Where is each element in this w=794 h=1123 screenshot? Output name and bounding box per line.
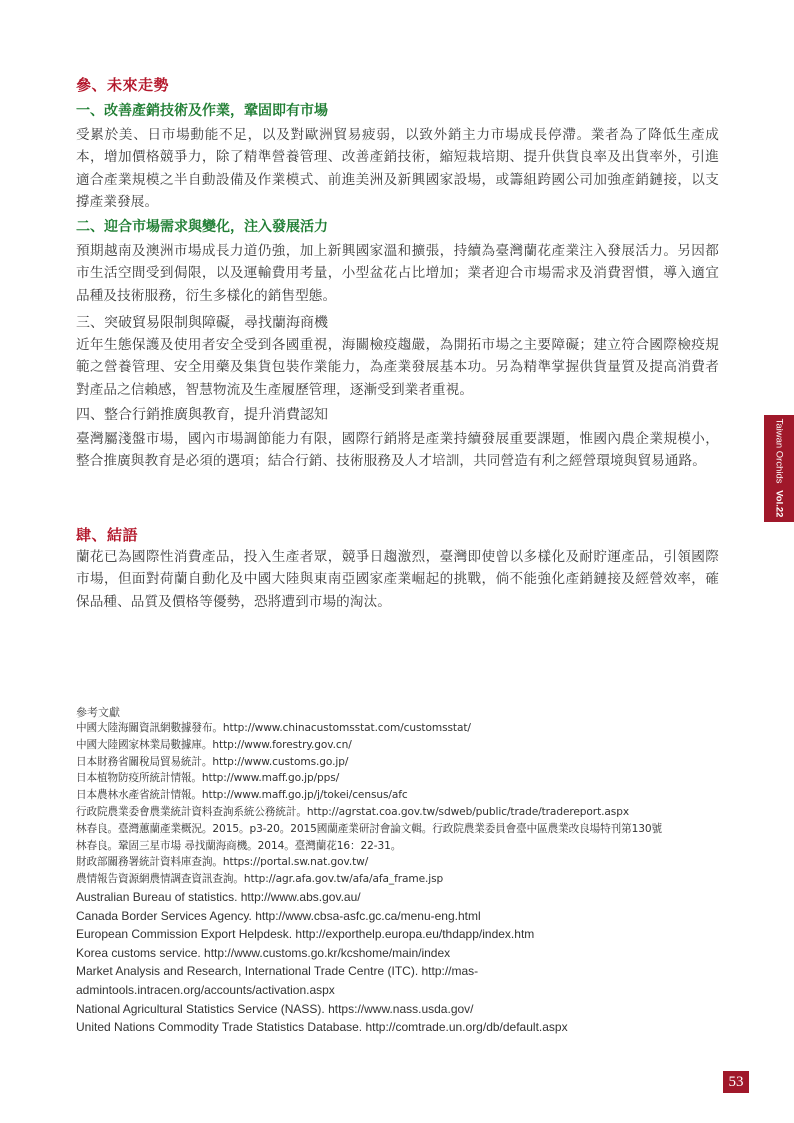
reference-item: 日本財務省關稅局貿易統計。http://www.customs.go.jp/ xyxy=(76,755,349,768)
reference-item: Market Analysis and Research, International Trade Centre (ITC). http://mas-admintools.intracen.org/accounts/activation.aspx xyxy=(76,964,479,997)
conclusion-paragraph: 蘭花已為國際性消費產品，投入生產者眾，競爭日趨激烈，臺灣即使曾以多樣化及耐貯運產品，引領國際市場，但面對荷蘭自動化及中國大陸與東南亞國家產業崛起的挑戰，倘不能強化產銷鏈接及經營效率，確保品種、品質及價格等優勢，恐將遭到市場的淘汰。 xyxy=(76,549,719,610)
reference-item: 日本植物防疫所統計情報。http://www.maff.go.jp/pps/ xyxy=(76,772,340,785)
subsection-4-heading: 四、整合行銷推廣與教育，提升消費認知 xyxy=(76,407,328,423)
journal-volume: Vol.22 xyxy=(773,490,785,518)
reference-item: 日本農林水產省統計情報。http://www.maff.go.jp/j/tokei/census/afc xyxy=(76,789,408,802)
journal-side-tab xyxy=(764,415,794,522)
reference-item: 中國大陸國家林業局數據庫。http://www.forestry.gov.cn/ xyxy=(76,738,352,751)
reference-item: Canada Border Services Agency. http://www.cbsa-asfc.gc.ca/menu-eng.html xyxy=(76,908,481,923)
subsection-4-paragraph: 臺灣屬淺盤市場，國內市場調節能力有限，國際行銷將是產業持續發展重要課題，惟國內農企業規模小，整合推廣與教育是必須的選項；結合行銷、技術服務及人才培訓，共同營造有利之經營環境與貿易通路。 xyxy=(76,431,719,470)
reference-item: 行政院農業委會農業統計資料查詢系統公務統計。http://agrstat.coa.gov.tw/sdweb/public/trade/tradereport.aspx xyxy=(76,805,629,818)
reference-item: Australian Bureau of statistics. http://www.abs.gov.au/ xyxy=(76,889,361,904)
reference-item: Korea customs service. http://www.customs.go.kr/kcshome/main/index xyxy=(76,945,451,960)
section-4-heading: 肆、結語 xyxy=(76,526,139,544)
reference-item: 林春良。鞏固三星市場 尋找蘭海商機。2014。臺灣蘭花16：22-31。 xyxy=(76,839,402,852)
reference-item: National Agricultural Statistics Service (NASS). https://www.nass.usda.gov/ xyxy=(76,1001,474,1016)
references-list xyxy=(76,720,719,1037)
reference-item: 農情報告資源網農情調查資訊查詢。http://agr.afa.gov.tw/afa/afa_frame.jsp xyxy=(76,873,444,886)
subsection-1-heading: 一、改善產銷技術及作業，鞏固即有市場 xyxy=(76,103,328,119)
subsection-2-heading: 二、迎合市場需求與變化，注入發展活力 xyxy=(76,219,328,235)
references-title: 參考文獻 xyxy=(76,706,120,719)
subsection-3-heading: 三、突破貿易限制與障礙，尋找蘭海商機 xyxy=(76,315,328,331)
reference-item: 財政部關務署統計資料庫查詢。https://portal.sw.nat.gov.tw/ xyxy=(76,856,369,869)
journal-title: Taiwan Orchids xyxy=(773,418,785,484)
section-3-heading: 參、未來走勢 xyxy=(76,76,170,94)
subsection-3-paragraph: 近年生態保護及使用者安全受到各國重視，海關檢疫趨嚴，為開拓市場之主要障礙；建立符合國際檢疫規範之營養管理、安全用藥及集貨包裝作業能力，為產業發展基本功。另為精準掌握供貨量質及提高消費者對產品之信賴感，智慧物流及生產履歷管理，逐漸受到業者重視。 xyxy=(76,337,719,398)
reference-item: United Nations Commodity Trade Statistics Database. http://comtrade.un.org/db/default.aspx xyxy=(76,1020,568,1035)
page-number: 53 xyxy=(723,1071,749,1093)
subsection-1-paragraph: 受累於美、日市場動能不足，以及對歐洲貿易疲弱，以致外銷主力市場成長停滯。業者為了降低生產成本，增加價格競爭力，除了精準營養管理、改善產銷技術，縮短栽培期、提升供貨良率及出貨率外，引進適合產業規模之半自動設備及作業模式、前進美洲及新興國家設場，或籌組跨國公司加強產銷鏈接，以支撐產業發展。 xyxy=(76,127,719,211)
reference-item: 中國大陸海關資訊網數據發布。http://www.chinacustomsstat.com/customsstat/ xyxy=(76,722,471,734)
journal-side-label xyxy=(774,419,785,518)
subsection-2-paragraph: 預期越南及澳洲市場成長力道仍強，加上新興國家溫和擴張，持續為臺灣蘭花產業注入發展活力。另因都市生活空間受到侷限，以及運輸費用考量，小型盆花占比增加；業者迎合市場需求及消費習慣，導入適宜品種及技術服務，衍生多樣化的銷售型態。 xyxy=(76,243,719,304)
reference-item: European Commission Export Helpdesk. http://exporthelp.europa.eu/thdapp/index.htm xyxy=(76,927,535,942)
reference-item: 林春良。臺灣蕙蘭產業概況。2015。p3-20。2015國蘭產業研討會論文輯。行政院農業委員會臺中區農業改良場特刊第130號 xyxy=(76,822,663,835)
